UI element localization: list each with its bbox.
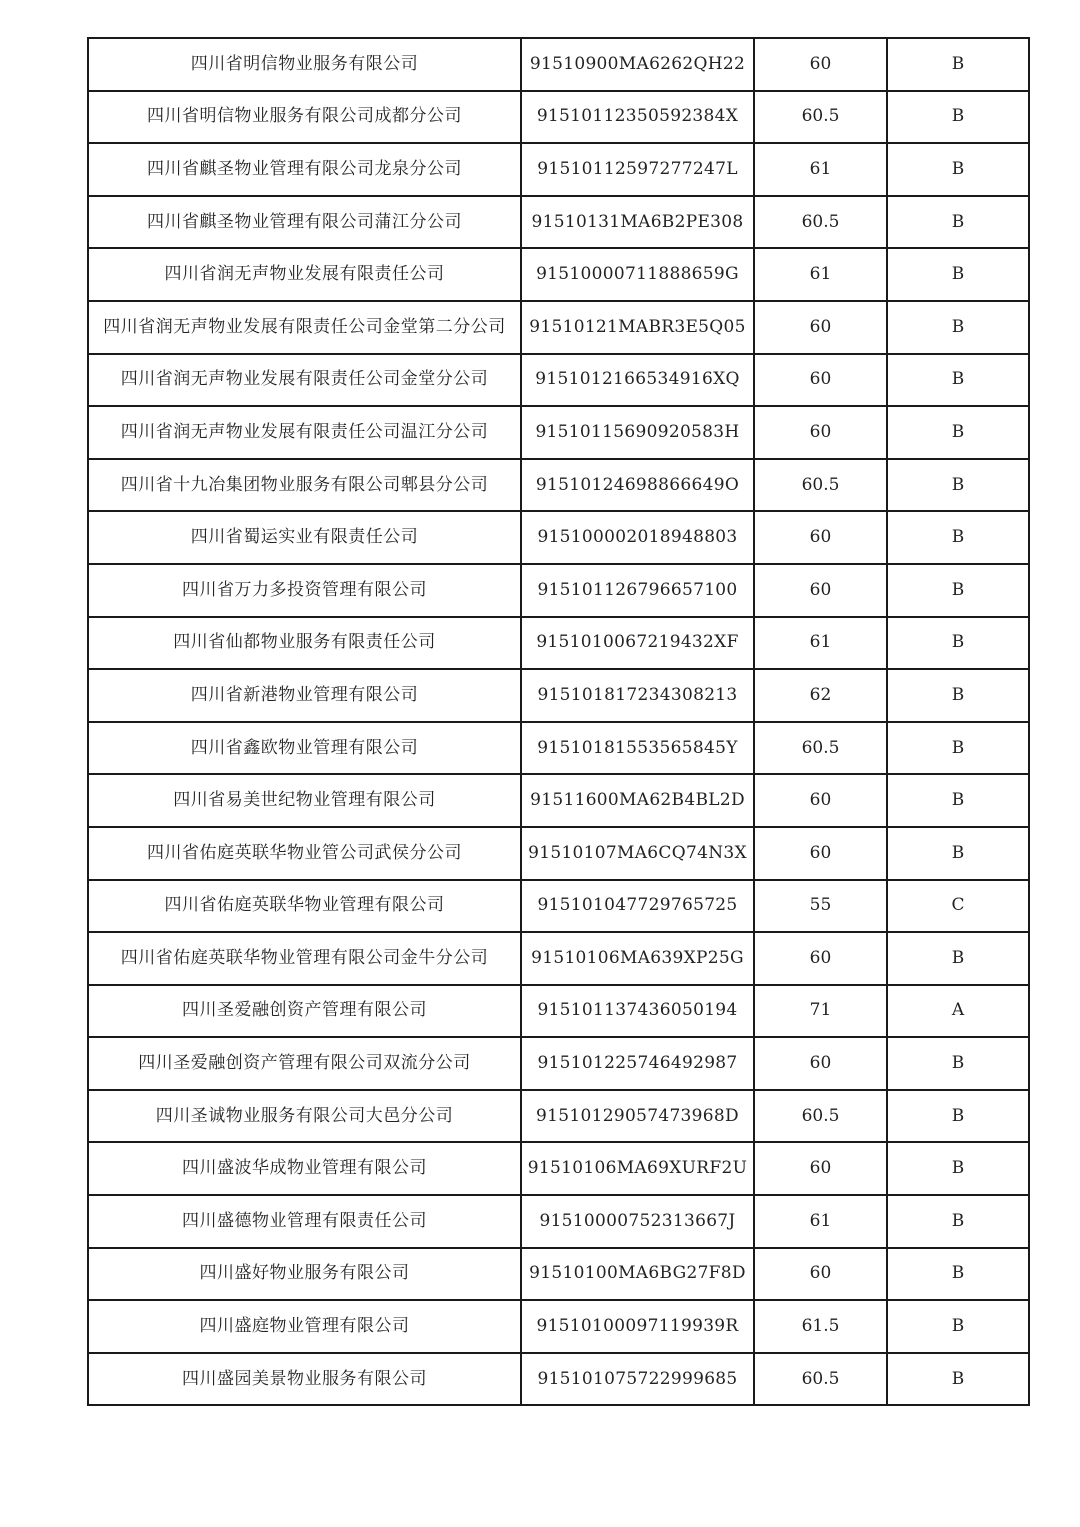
table-row [88, 1300, 1029, 1353]
credit-code-cell: 9151012166534916XQ [521, 354, 754, 407]
grade-cell: B [887, 1142, 1029, 1195]
grade-cell: B [887, 1037, 1029, 1090]
score-cell: 71 [754, 985, 887, 1038]
company-name-cell: 四川省麒圣物业管理有限公司蒲江分公司 [88, 196, 521, 249]
company-name-cell: 四川省蜀运实业有限责任公司 [88, 511, 521, 564]
table-row [88, 1248, 1029, 1301]
score-cell: 60 [754, 301, 887, 354]
grade-cell: A [887, 985, 1029, 1038]
score-cell: 60 [754, 564, 887, 617]
score-cell: 60 [754, 827, 887, 880]
score-cell: 60 [754, 1248, 887, 1301]
grade-cell: B [887, 564, 1029, 617]
company-name-cell: 四川省佑庭英联华物业管理有限公司金牛分公司 [88, 932, 521, 985]
credit-code-cell: 915101817234308213 [521, 669, 754, 722]
grade-cell: B [887, 354, 1029, 407]
credit-code-cell: 915100002018948803 [521, 511, 754, 564]
credit-rating-table [87, 37, 1030, 1406]
credit-code-cell: 915101047729765725 [521, 880, 754, 933]
grade-cell: B [887, 827, 1029, 880]
score-cell: 61 [754, 1195, 887, 1248]
grade-cell: B [887, 1248, 1029, 1301]
table-row [88, 880, 1029, 933]
grade-cell: B [887, 669, 1029, 722]
company-name-cell: 四川盛好物业服务有限公司 [88, 1248, 521, 1301]
grade-cell: B [887, 248, 1029, 301]
score-cell: 61 [754, 143, 887, 196]
score-cell: 60 [754, 1037, 887, 1090]
grade-cell: B [887, 932, 1029, 985]
credit-code-cell: 91510107MA6CQ74N3X [521, 827, 754, 880]
grade-cell: B [887, 196, 1029, 249]
credit-code-cell: 91510181553565845Y [521, 722, 754, 775]
score-cell: 60 [754, 511, 887, 564]
grade-cell: B [887, 91, 1029, 144]
table-row [88, 932, 1029, 985]
company-name-cell: 四川盛德物业管理有限责任公司 [88, 1195, 521, 1248]
grade-cell: B [887, 511, 1029, 564]
credit-code-cell: 91510106MA639XP25G [521, 932, 754, 985]
table-row [88, 985, 1029, 1038]
company-name-cell: 四川盛园美景物业服务有限公司 [88, 1353, 521, 1406]
table-row [88, 91, 1029, 144]
table-row [88, 248, 1029, 301]
company-name-cell: 四川圣爱融创资产管理有限公司 [88, 985, 521, 1038]
company-name-cell: 四川省十九冶集团物业服务有限公司郫县分公司 [88, 459, 521, 512]
score-cell: 60 [754, 38, 887, 91]
score-cell: 60.5 [754, 1353, 887, 1406]
score-cell: 60.5 [754, 722, 887, 775]
credit-code-cell: 91510100MA6BG27F8D [521, 1248, 754, 1301]
grade-cell: B [887, 301, 1029, 354]
company-name-cell: 四川省润无声物业发展有限责任公司 [88, 248, 521, 301]
score-cell: 60 [754, 1142, 887, 1195]
table-row [88, 301, 1029, 354]
company-name-cell: 四川省佑庭英联华物业管理有限公司 [88, 880, 521, 933]
company-name-cell: 四川盛波华成物业管理有限公司 [88, 1142, 521, 1195]
company-name-cell: 四川盛庭物业管理有限公司 [88, 1300, 521, 1353]
table-row [88, 722, 1029, 775]
table-row [88, 511, 1029, 564]
grade-cell: B [887, 406, 1029, 459]
table-row [88, 1353, 1029, 1406]
score-cell: 60 [754, 406, 887, 459]
credit-code-cell: 915101126796657100 [521, 564, 754, 617]
table-row [88, 354, 1029, 407]
score-cell: 61 [754, 617, 887, 670]
table-row [88, 1090, 1029, 1143]
table-row [88, 564, 1029, 617]
score-cell: 60 [754, 774, 887, 827]
grade-cell: B [887, 1353, 1029, 1406]
company-name-cell: 四川省佑庭英联华物业管公司武侯分公司 [88, 827, 521, 880]
score-cell: 55 [754, 880, 887, 933]
score-cell: 60 [754, 932, 887, 985]
table-row [88, 774, 1029, 827]
score-cell: 61 [754, 248, 887, 301]
credit-code-cell: 915101075722999685 [521, 1353, 754, 1406]
credit-code-cell: 91510106MA69XURF2U [521, 1142, 754, 1195]
credit-code-cell: 91510129057473968D [521, 1090, 754, 1143]
company-name-cell: 四川省明信物业服务有限公司 [88, 38, 521, 91]
credit-code-cell: 91511600MA62B4BL2D [521, 774, 754, 827]
company-name-cell: 四川省润无声物业发展有限责任公司金堂分公司 [88, 354, 521, 407]
credit-code-cell: 91510100097119939R [521, 1300, 754, 1353]
score-cell: 60.5 [754, 459, 887, 512]
score-cell: 60 [754, 354, 887, 407]
credit-code-cell: 91510115690920583H [521, 406, 754, 459]
table-body [88, 38, 1029, 1405]
credit-code-cell: 91510900MA6262QH22 [521, 38, 754, 91]
grade-cell: B [887, 774, 1029, 827]
table-row [88, 669, 1029, 722]
company-name-cell: 四川省润无声物业发展有限责任公司金堂第二分公司 [88, 301, 521, 354]
table-row [88, 1142, 1029, 1195]
grade-cell: B [887, 38, 1029, 91]
grade-cell: B [887, 1195, 1029, 1248]
credit-code-cell: 91510131MA6B2PE308 [521, 196, 754, 249]
grade-cell: B [887, 1300, 1029, 1353]
table-row [88, 1037, 1029, 1090]
grade-cell: B [887, 1090, 1029, 1143]
table-row [88, 196, 1029, 249]
company-name-cell: 四川省鑫欧物业管理有限公司 [88, 722, 521, 775]
grade-cell: B [887, 143, 1029, 196]
company-name-cell: 四川圣爱融创资产管理有限公司双流分公司 [88, 1037, 521, 1090]
score-cell: 62 [754, 669, 887, 722]
company-name-cell: 四川省新港物业管理有限公司 [88, 669, 521, 722]
grade-cell: C [887, 880, 1029, 933]
table-row [88, 143, 1029, 196]
table-row [88, 827, 1029, 880]
grade-cell: B [887, 617, 1029, 670]
credit-code-cell: 91510000711888659G [521, 248, 754, 301]
company-name-cell: 四川省明信物业服务有限公司成都分公司 [88, 91, 521, 144]
credit-code-cell: 915101137436050194 [521, 985, 754, 1038]
table-row [88, 459, 1029, 512]
credit-code-cell: 915101225746492987 [521, 1037, 754, 1090]
score-cell: 60.5 [754, 196, 887, 249]
table-row [88, 617, 1029, 670]
score-cell: 61.5 [754, 1300, 887, 1353]
credit-code-cell: 91510121MABR3E5Q05 [521, 301, 754, 354]
company-name-cell: 四川省万力多投资管理有限公司 [88, 564, 521, 617]
score-cell: 60.5 [754, 91, 887, 144]
credit-code-cell: 91510112350592384X [521, 91, 754, 144]
credit-code-cell: 91510112597277247L [521, 143, 754, 196]
table-row [88, 38, 1029, 91]
table-row [88, 406, 1029, 459]
score-cell: 60.5 [754, 1090, 887, 1143]
grade-cell: B [887, 459, 1029, 512]
credit-code-cell: 91510000752313667J [521, 1195, 754, 1248]
company-name-cell: 四川省润无声物业发展有限责任公司温江分公司 [88, 406, 521, 459]
company-name-cell: 四川省易美世纪物业管理有限公司 [88, 774, 521, 827]
table-row [88, 1195, 1029, 1248]
company-name-cell: 四川省仙都物业服务有限责任公司 [88, 617, 521, 670]
company-name-cell: 四川圣诚物业服务有限公司大邑分公司 [88, 1090, 521, 1143]
grade-cell: B [887, 722, 1029, 775]
credit-code-cell: 91510124698866649O [521, 459, 754, 512]
company-name-cell: 四川省麒圣物业管理有限公司龙泉分公司 [88, 143, 521, 196]
credit-code-cell: 9151010067219432XF [521, 617, 754, 670]
